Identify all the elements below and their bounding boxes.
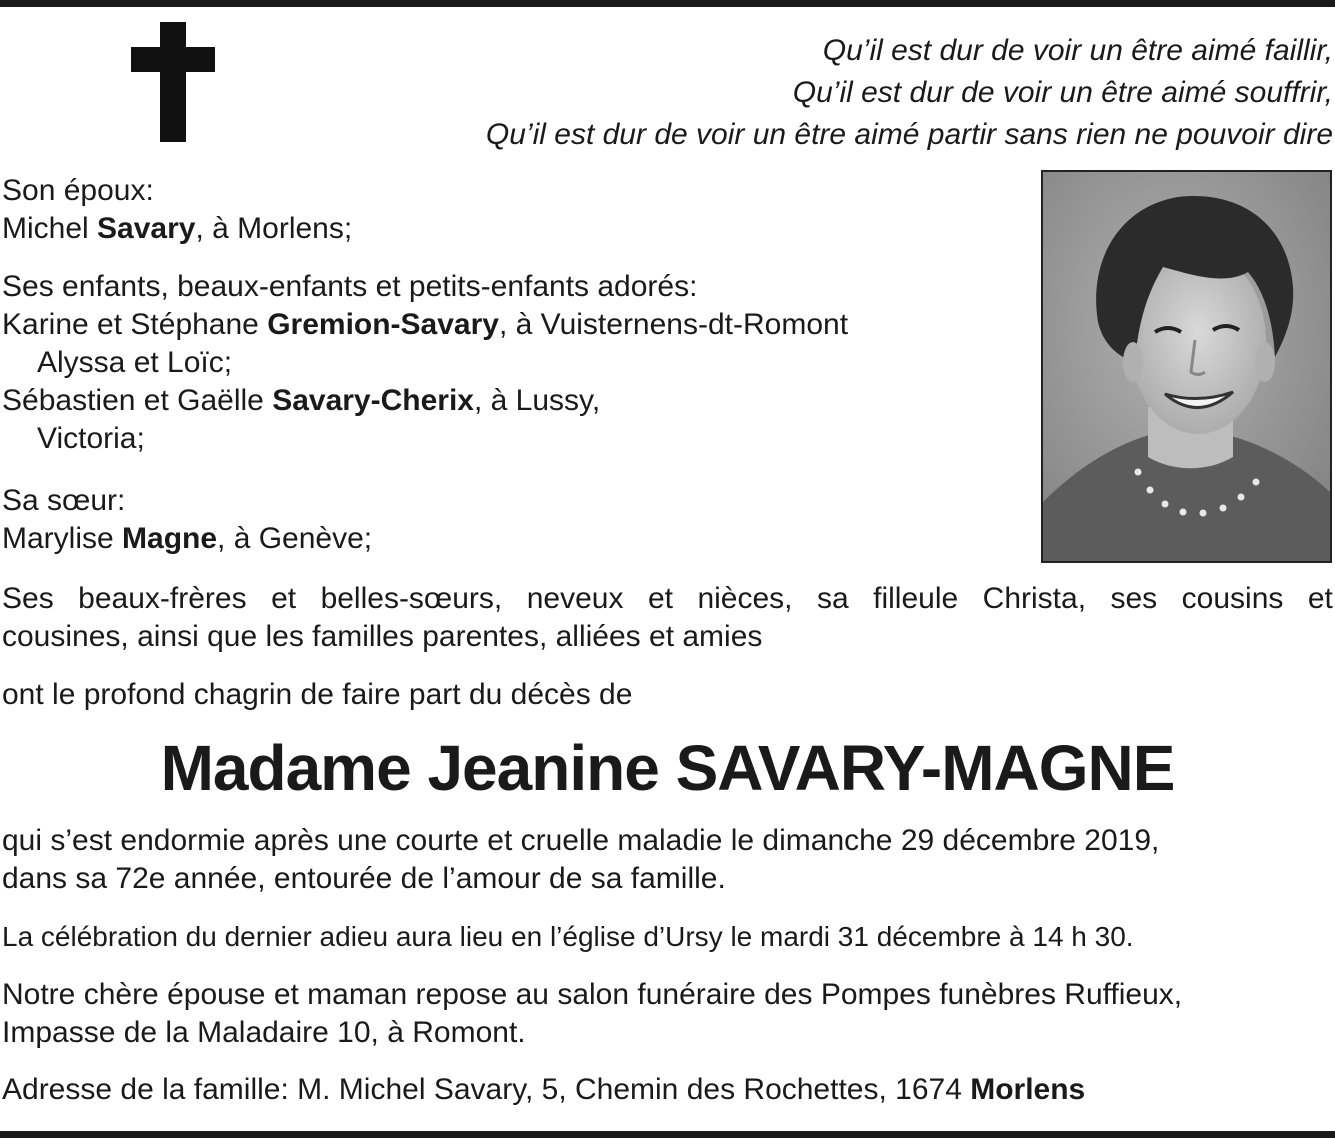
cross-icon: [131, 22, 215, 142]
repose-block: [2, 976, 1182, 1052]
deceased-name: Madame Jeanine SAVARY-MAGNE: [160, 732, 1175, 804]
family-address: [2, 1071, 1085, 1109]
passing-block: [2, 822, 1159, 898]
poem-line: Qu’il est dur de voir un être aimé souffrir,: [792, 76, 1333, 109]
word: cousins: [1181, 582, 1284, 615]
word: et: [1307, 582, 1333, 615]
extended-line-2: cousines, ainsi que les familles parentes, alliées et amies: [2, 620, 763, 653]
extended-family: [2, 580, 1333, 656]
grandchildren-1: Alyssa et Loïc;: [37, 346, 233, 379]
child-family-2-place: , à Lussy,: [473, 384, 601, 417]
word: et: [271, 582, 297, 615]
child-family-1-first: Karine et Stéphane: [2, 308, 268, 341]
child-family-2-surname: Savary-Cherix: [272, 384, 474, 417]
passing-line-1: qui s’est endormie après une courte et cruelle maladie le dimanche 29 décembre 2019,: [2, 824, 1160, 857]
grandchildren-2: Victoria;: [37, 422, 145, 455]
poem-line: Qu’il est dur de voir un être aimé partir sans rien ne pouvoir dire: [485, 118, 1333, 151]
word: ses: [1110, 582, 1158, 615]
sister-surname: Magne: [122, 522, 218, 555]
word: Christa,: [982, 582, 1087, 615]
portrait-photo: [1041, 170, 1332, 563]
children-block: [2, 268, 848, 458]
child-family-1: [2, 306, 848, 344]
poem: [333, 30, 1333, 156]
announcement: ont le profond chagrin de faire part du décès de: [2, 678, 633, 711]
spouse-place: , à Morlens;: [195, 212, 353, 245]
child-family-1-surname: Gremion-Savary: [267, 308, 499, 341]
child-family-2-first: Sébastien et Gaëlle: [2, 384, 273, 417]
sister-place: , à Genève;: [217, 522, 373, 555]
spouse-first: Michel: [2, 212, 98, 245]
word: Ses: [2, 582, 54, 615]
repose-line-1: Notre chère épouse et maman repose au salon funéraire des Pompes funèbres Ruffieux,: [2, 978, 1183, 1011]
sister-heading: Sa sœur:: [2, 484, 126, 517]
passing-line-2: dans sa 72e année, entourée de l’amour de sa famille.: [2, 862, 726, 895]
children-heading: Ses enfants, beaux-enfants et petits-enfants adorés:: [2, 270, 698, 303]
sister-line: [2, 520, 372, 558]
spouse-line: [2, 210, 352, 248]
repose-line-2: Impasse de la Maladaire 10, à Romont.: [2, 1016, 526, 1049]
spouse-surname: Savary: [97, 212, 196, 245]
extended-line-1: [2, 580, 1333, 618]
child-family-2: [2, 382, 848, 420]
word: sa: [816, 582, 849, 615]
word: et: [647, 582, 673, 615]
address-town: Morlens: [970, 1073, 1086, 1106]
spouse-block: [2, 172, 352, 248]
sister-first: Marylise: [2, 522, 123, 555]
address-prefix: Adresse de la famille: M. Michel Savary, 5, Chemin des Rochettes, 1674: [2, 1073, 971, 1106]
word: nièces,: [697, 582, 793, 615]
bottom-rule: [0, 1131, 1335, 1138]
word: filleule: [873, 582, 959, 615]
word: belles-sœurs,: [320, 582, 503, 615]
spouse-heading: Son époux:: [2, 174, 154, 207]
poem-line: Qu’il est dur de voir un être aimé faillir,: [822, 34, 1333, 67]
child-family-1-place: , à Vuisternens-dt-Romont: [498, 308, 849, 341]
word: neveux: [526, 582, 624, 615]
ceremony-text: La célébration du dernier adieu aura lieu en l’église d’Ursy le mardi 31 décembre à 14 h 30.: [2, 921, 1134, 952]
word: beaux-frères: [78, 582, 247, 615]
sister-block: [2, 482, 372, 558]
top-rule: [0, 0, 1335, 7]
